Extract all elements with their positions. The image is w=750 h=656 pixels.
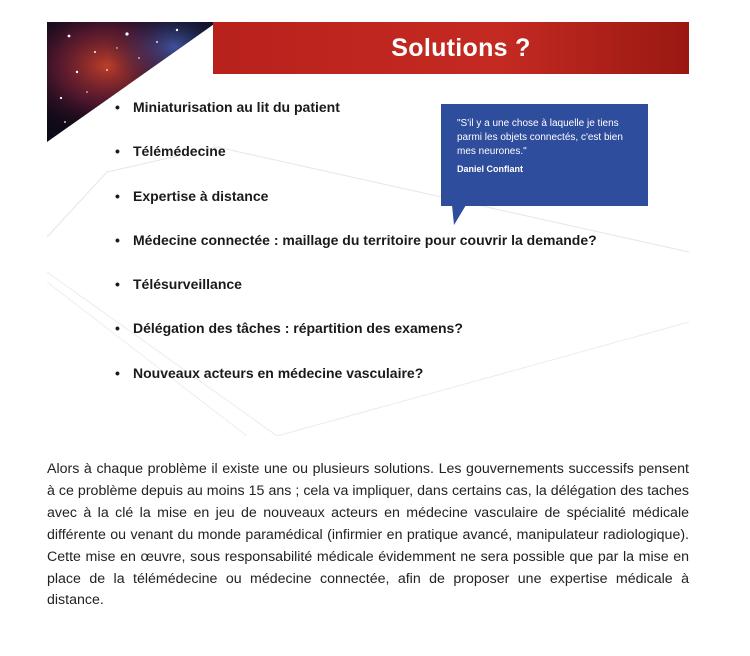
slide-title: Solutions ?: [391, 33, 531, 62]
slide-title-bar: [213, 22, 689, 74]
quote-bubble-tail: [452, 205, 470, 225]
quote-author: Daniel Conflant: [457, 164, 524, 174]
presentation-slide: [47, 22, 689, 436]
list-item: • Nouveaux acteurs en médecine vasculaire?: [115, 364, 597, 408]
list-item: • Miniaturisation au lit du patient: [115, 98, 597, 142]
list-item: • Médecine connectée : maillage du territoire pour couvrir la demande?: [115, 231, 597, 275]
list-item: • Télésurveillance: [115, 275, 597, 319]
quote-bubble: [441, 104, 648, 206]
list-item: • Délégation des tâches : répartition des examens?: [115, 319, 597, 363]
list-item: • Télémédecine: [115, 142, 597, 186]
list-item: • Expertise à distance: [115, 187, 597, 231]
body-paragraph: Alors à chaque problème il existe une ou plusieurs solutions. Les gouvernements successifs pensent à ce problème depuis au moins 15 ans ; cela va impliquer, dans certains cas, la délégation des taches avec à la clé la mise en jeu de nouveaux acteurs en médecine vasculaire de spécialité médicale différente ou venant du monde paramédical (infirmier en pratique avancé, manipulateur radiologique). Cette mise en œuvre, sous responsabilité médicale évidemment ne sera possible que par la mise en place de la télémédecine ou médecine connectée, afin de proposer une expertise médicale à distance.: [47, 461, 689, 609]
quote-text: "S'il y a une chose à laquelle je tiens parmi les objets connectés, c'est bien mes neurones.": [457, 118, 623, 157]
